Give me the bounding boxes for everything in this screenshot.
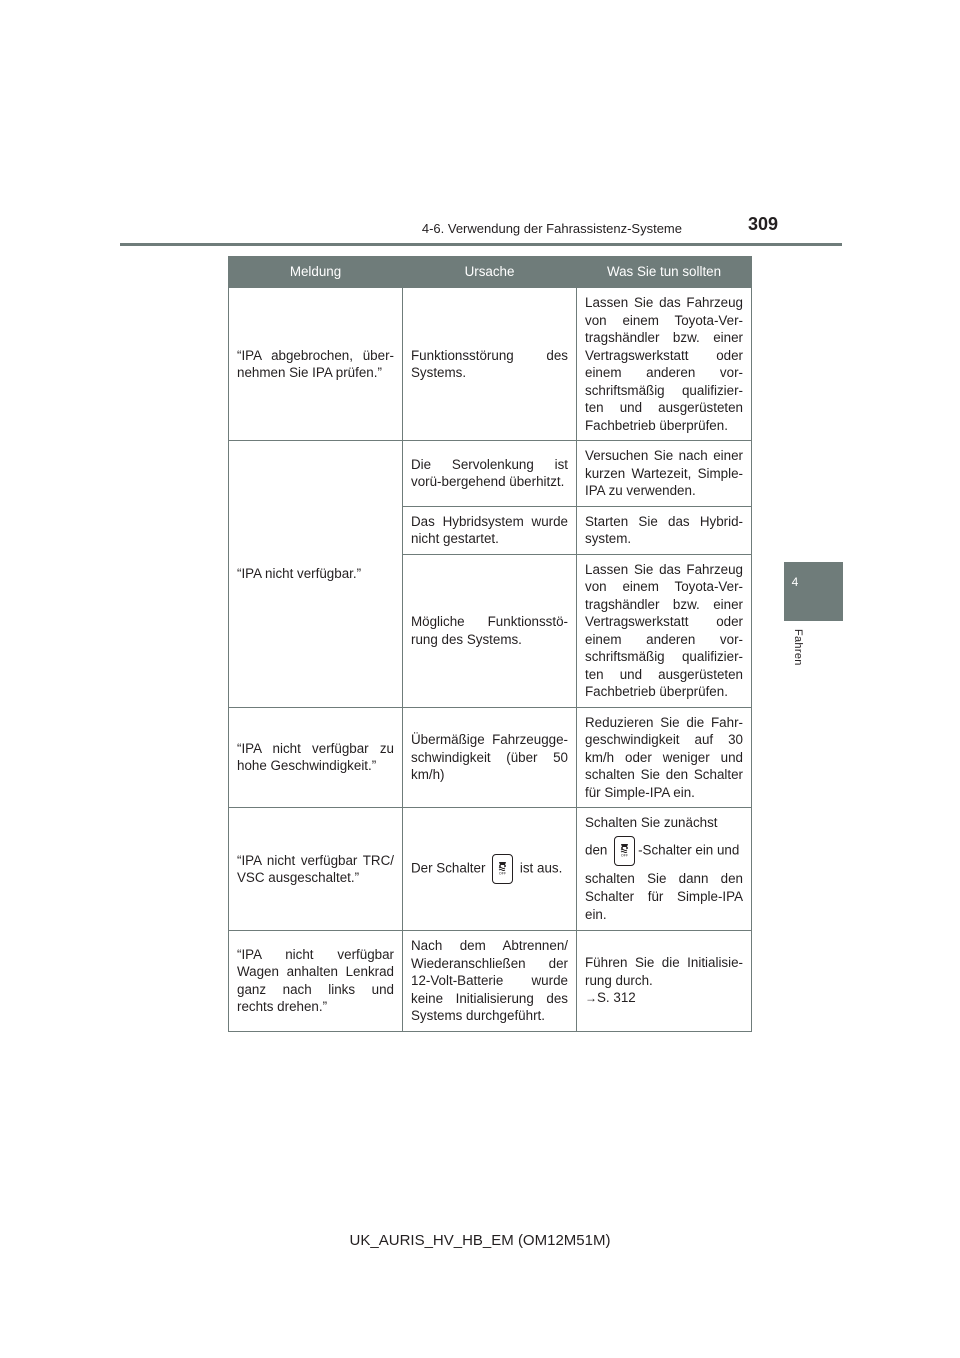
- column-header-cause: Ursache: [403, 257, 577, 288]
- action-text-after: -Schalter ein und: [638, 842, 740, 858]
- message-cell: “IPA nicht verfügbar zu hohe Geschwindigkeit.”: [229, 707, 403, 808]
- action-text-before: den: [585, 842, 608, 858]
- chapter-label: Fahren: [792, 629, 804, 666]
- action-line: schalten Sie dann den Schalter für Simple-IPA ein.: [585, 871, 743, 922]
- svg-text:OFF: OFF: [620, 853, 629, 857]
- document-code: UK_AURIS_HV_HB_EM (OM12M51M): [349, 1232, 611, 1249]
- action-cell: Lassen Sie das Fahrzeug von einem Toyota-Ver-tragshändler bzw. einer Vertragswerkstatt oder einem anderen vor-schriftsmäßig qualifizier-ten und ausgerüsteten Fachbetrieb überprüfen.: [577, 554, 752, 707]
- action-cell: Starten Sie das Hybrid-system.: [577, 506, 752, 554]
- action-cell: Reduzieren Sie die Fahr-geschwindigkeit auf 30 km/h oder weniger und schalten Sie den Schalter für Simple-IPA ein.: [577, 707, 752, 808]
- page-reference-link[interactable]: [585, 989, 743, 1008]
- cause-cell: Nach dem Abtrennen/ Wiederanschließen der 12-Volt-Batterie wurde keine Initialisierung des Systems durchgeführt.: [403, 931, 577, 1032]
- cause-cell: Übermäßige Fahrzeugge-schwindigkeit (über 50 km/h): [403, 707, 577, 808]
- table-row: [229, 931, 752, 1032]
- action-text: Führen Sie die Initialisie-rung durch.: [585, 955, 743, 988]
- message-table: [228, 256, 752, 1032]
- arrow-right-icon: →: [585, 991, 597, 1005]
- page-number: 309: [747, 214, 778, 234]
- table-row: [229, 707, 752, 808]
- message-cell: “IPA abgebrochen, über-nehmen Sie IPA prüfen.”: [229, 288, 403, 441]
- column-header-action: Was Sie tun sollten: [577, 257, 752, 288]
- header-divider: [120, 243, 842, 246]
- action-cell: [577, 808, 752, 931]
- column-header-message: Meldung: [229, 257, 403, 288]
- action-line: [585, 836, 743, 866]
- message-cell: “IPA nicht verfügbar.”: [229, 441, 403, 708]
- table-row: [229, 441, 752, 507]
- message-cell: “IPA nicht verfügbar TRC/ VSC ausgeschaltet.”: [229, 808, 403, 931]
- page-reference: S. 312: [597, 990, 636, 1005]
- chapter-number: 4: [791, 575, 799, 589]
- table-row: [229, 808, 752, 931]
- action-cell: Lassen Sie das Fahrzeug von einem Toyota-Ver-tragshändler bzw. einer Vertragswerkstatt oder einem anderen vor-schriftsmäßig qualifizier-ten und ausgerüsteten Fachbetrieb überprüfen.: [577, 288, 752, 441]
- action-cell: Versuchen Sie nach einer kurzen Wartezeit, Simple-IPA zu verwenden.: [577, 441, 752, 507]
- action-cell: [577, 931, 752, 1032]
- table-row: [229, 288, 752, 441]
- vsc-off-switch-icon: [492, 854, 513, 884]
- chapter-tab[interactable]: [784, 562, 843, 621]
- table-header-row: [229, 257, 752, 288]
- cause-text-before: Der Schalter: [411, 860, 486, 876]
- cause-cell: Funktionsstörung des Systems.: [403, 288, 577, 441]
- message-cell: “IPA nicht verfügbar Wagen anhalten Lenkrad ganz nach links und rechts drehen.”: [229, 931, 403, 1032]
- cause-cell: Das Hybridsystem wurde nicht gestartet.: [403, 506, 577, 554]
- section-title: 4-6. Verwendung der Fahrassistenz-Systeme: [421, 221, 682, 236]
- cause-cell: [403, 808, 577, 931]
- vsc-off-switch-icon: [614, 836, 635, 866]
- svg-text:OFF: OFF: [499, 871, 507, 875]
- cause-text-after: ist aus.: [519, 860, 563, 876]
- cause-cell: Die Servolenkung ist vorü-bergehend überhitzt.: [403, 441, 577, 507]
- cause-cell: Mögliche Funktionsstö-rung des Systems.: [403, 554, 577, 707]
- action-line: Schalten Sie zunächst: [585, 815, 718, 830]
